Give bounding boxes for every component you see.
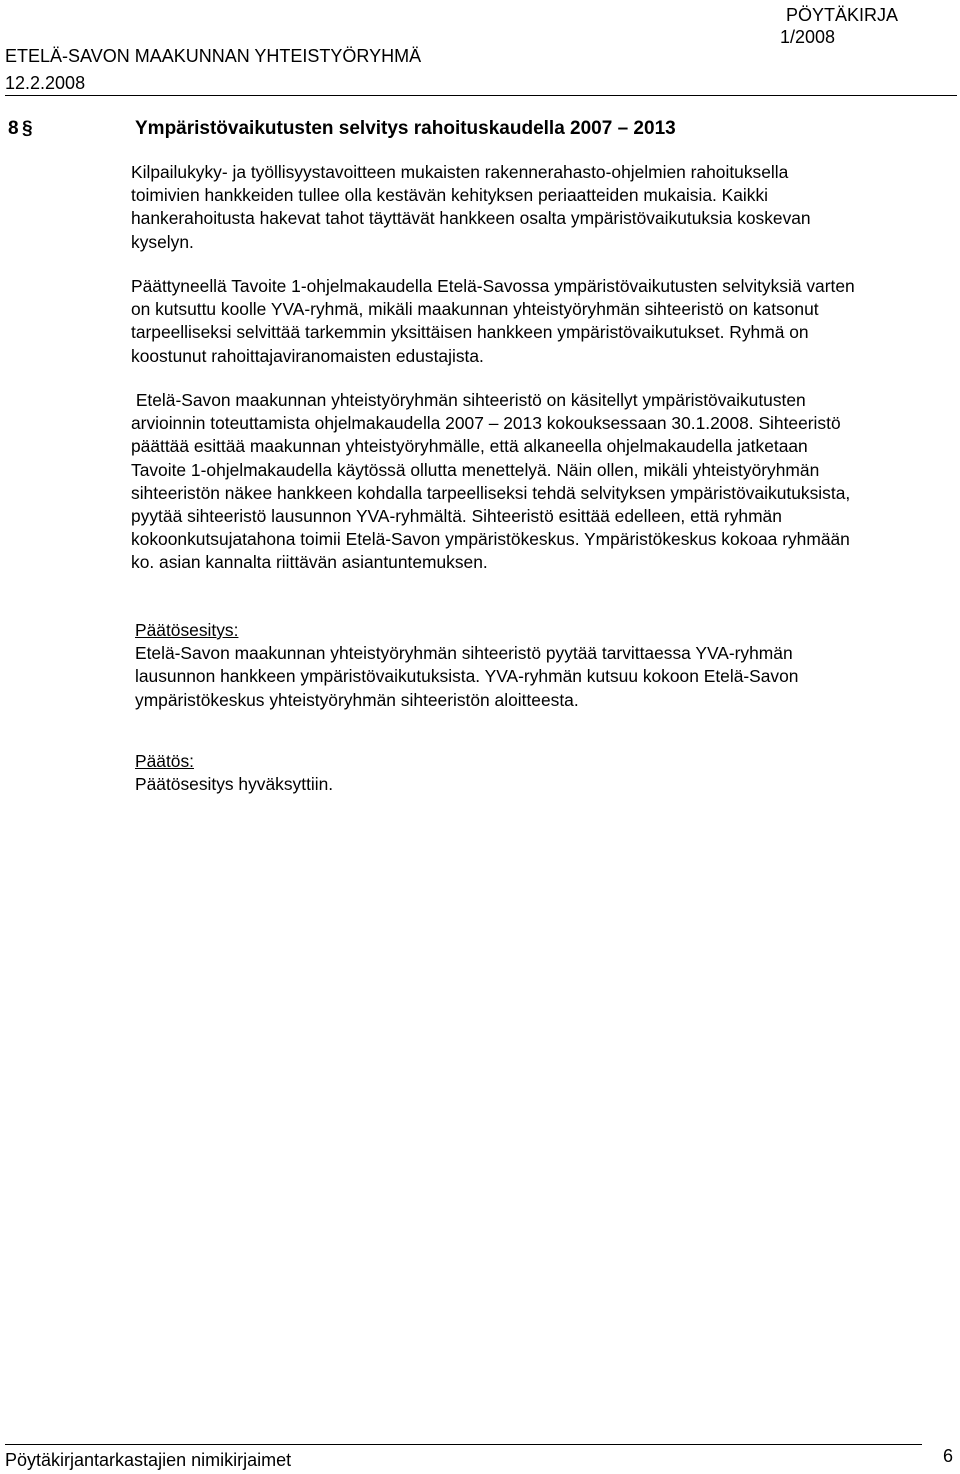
paragraph-line: tarpeelliseksi selvittää tarkemmin yksittäisen hankkeen ympäristövaikutukset. Ryhmä on [131,322,809,343]
decision-label: Päätös: [135,751,194,771]
paragraph-line: Etelä-Savon maakunnan yhteistyöryhmän sihteeristö on käsitellyt ympäristövaikutusten [131,390,806,410]
paragraph-line: koostunut rahoittajaviranomaisten edustajista. [131,345,484,366]
paragraph-line: päättää esittää maakunnan yhteistyöryhmälle, että alkaneella ohjelmakaudella jatketaan [131,436,808,457]
signature-label: Pöytäkirjantarkastajien nimikirjaimet [5,1450,292,1470]
paragraph-background [131,275,956,368]
paragraph-secretariat [131,389,956,575]
section-title: Ympäristövaikutusten selvitys rahoituskaudella 2007 – 2013 [135,118,676,139]
section-number: 8 [8,118,19,139]
decision-proposal [135,619,955,712]
paragraph-line: arvioinnin toteuttamista ohjelmakaudella 2007 – 2013 kokouksessaan 30.1.2008. Sihteeristö [131,413,841,434]
paragraph-line: Päättyneellä Tavoite 1-ohjelmakaudella Etelä-Savossa ympäristövaikutusten selvityksiä varten [131,276,855,296]
paragraph-line: hankerahoitusta hakevat tahot täyttävät hankkeen osalta ympäristövaikutuksia koskevan [131,208,811,229]
proposal-line: ympäristökeskus yhteistyöryhmän sihteeristön aloitteesta. [135,689,579,710]
proposal-line: Etelä-Savon maakunnan yhteistyöryhmän sihteeristö pyytää tarvittaessa YVA-ryhmän [135,643,793,664]
meeting-date: 12.2.2008 [5,73,86,93]
decision-text: Päätösesitys hyväksyttiin. [135,774,334,795]
paragraph-intro [131,161,956,254]
document-type: PÖYTÄKIRJA [785,5,898,25]
document-number: 1/2008 [779,27,835,47]
paragraph-line: sihteeristön näkee hankkeen kohdalla tarpeelliseksi tehdä selvityksen ympäristövaikutuksista, [131,482,851,503]
section-sign: § [22,118,33,139]
proposal-line: lausunnon hankkeen ympäristövaikutuksista. YVA-ryhmän kutsuu kokoon Etelä-Savon [135,666,799,687]
paragraph-line: kyselyn. [131,231,194,252]
paragraph-line: ko. asian kannalta riittävän asiantuntemuksen. [131,552,488,573]
paragraph-line: on kutsuttu koolle YVA-ryhmä, mikäli maakunnan yhteistyöryhmän sihteeristö on katsonut [131,299,819,320]
page-number: 6 [942,1446,953,1466]
footer-divider [5,1444,922,1445]
paragraph-line: pyytää sihteeristö lausunnon YVA-ryhmältä. Sihteeristö esittää edelleen, että ryhmän [131,506,782,527]
header-divider [5,95,957,96]
organization-name: ETELÄ-SAVON MAAKUNNAN YHTEISTYÖRYHMÄ [5,46,422,66]
paragraph-line: Kilpailukyky- ja työllisyystavoitteen mukaisten rakennerahasto-ohjelmien rahoituksella [131,162,789,182]
decision [135,750,955,796]
proposal-label: Päätösesitys: [135,620,239,640]
paragraph-line: Tavoite 1-ohjelmakaudella käytössä ollutta menettelyä. Näin ollen, mikäli yhteistyöryhmän [131,459,820,480]
paragraph-line: kokoonkutsujatahona toimii Etelä-Savon ympäristökeskus. Ympäristökeskus kokoaa ryhmään [131,529,850,550]
paragraph-line: toimivien hankkeiden tullee olla kestävän kehityksen periaatteiden mukaisia. Kaikki [131,185,769,206]
